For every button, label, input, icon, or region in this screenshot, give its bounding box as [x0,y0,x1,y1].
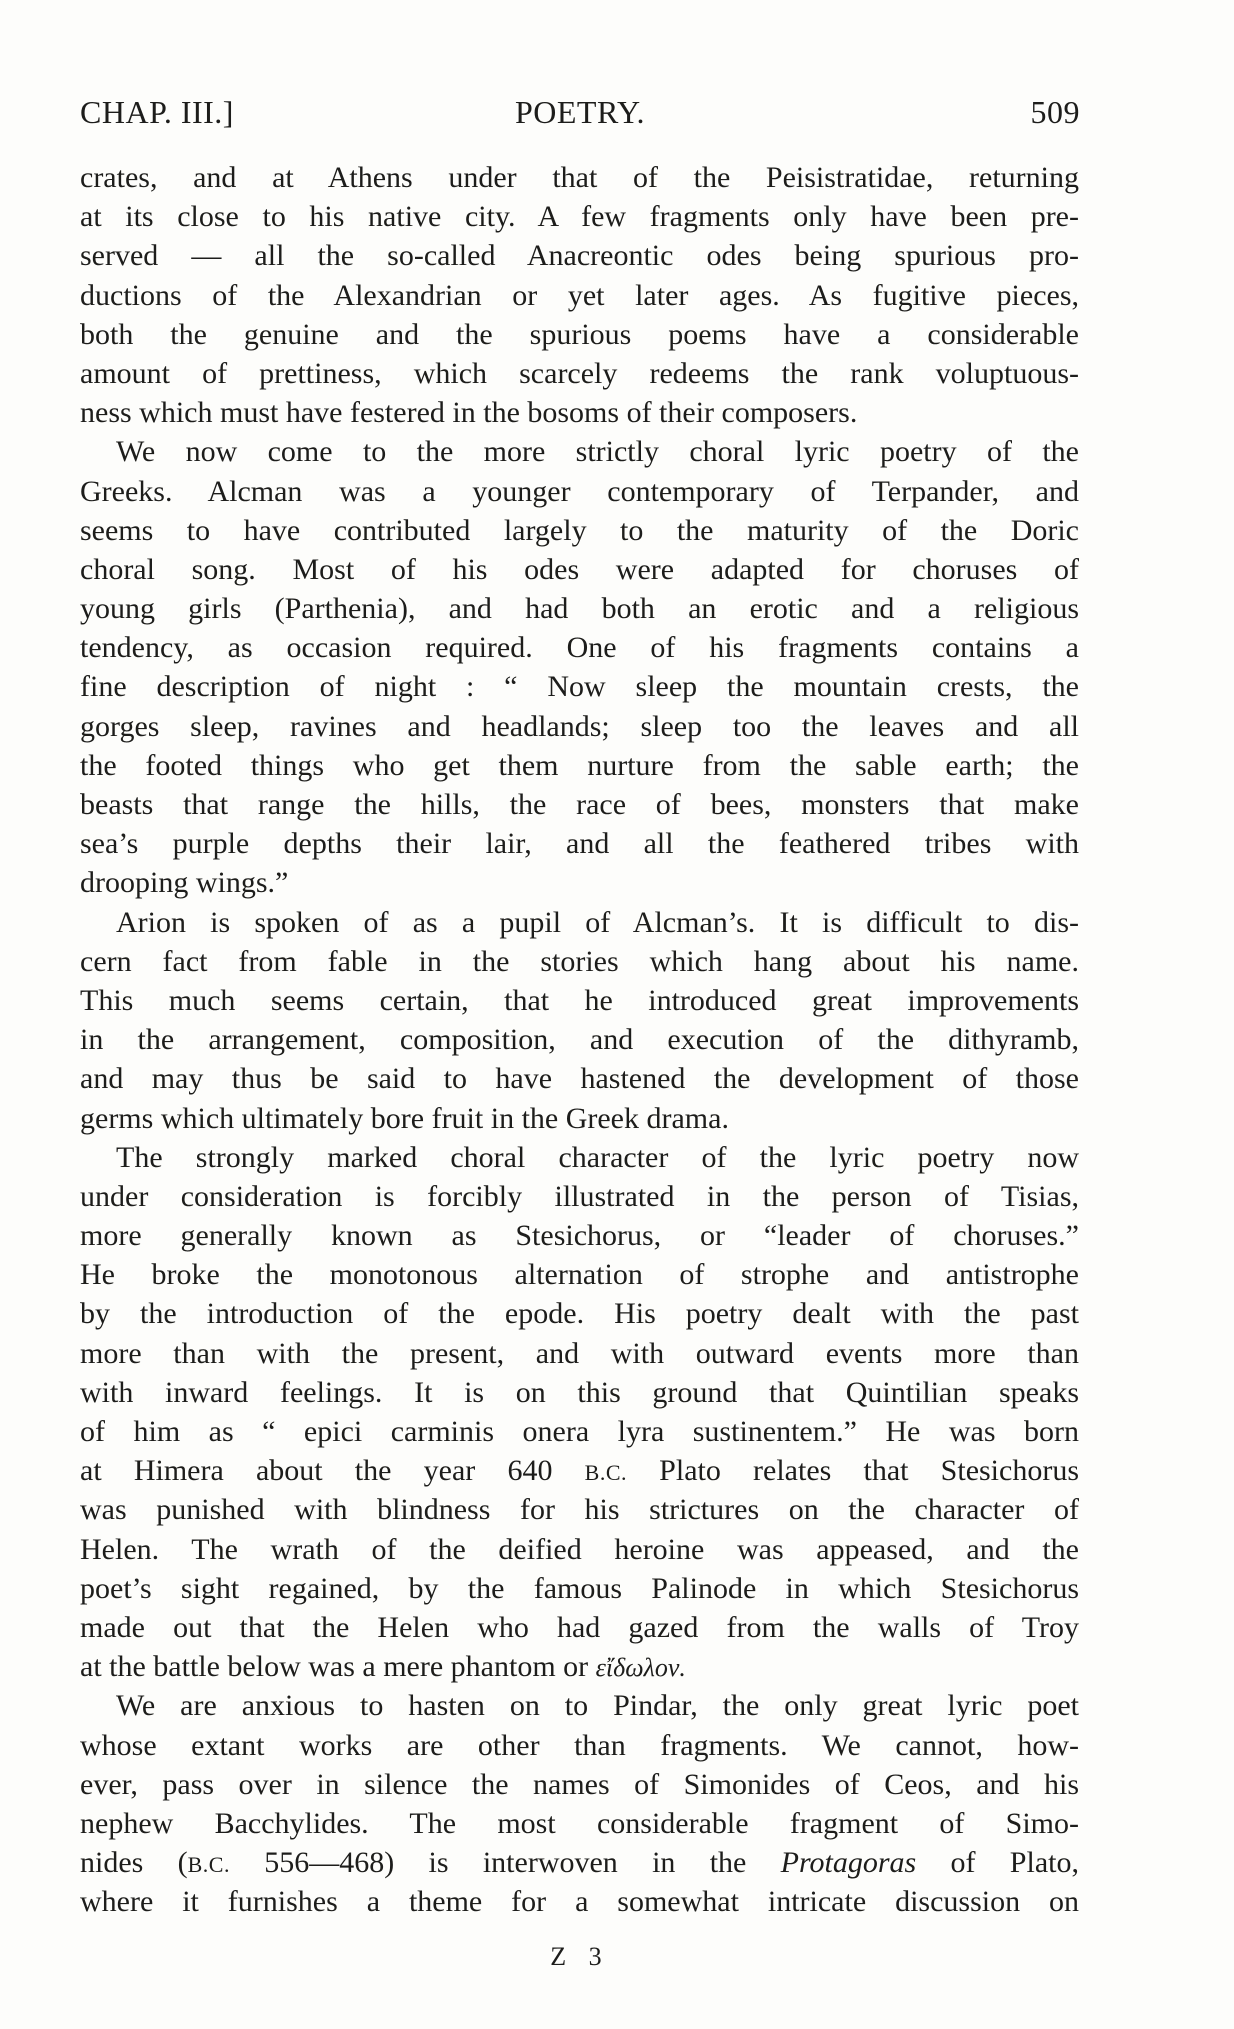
text-line: in the arrangement, composition, and execution of the dithyramb, [80,1023,1079,1057]
text-line: poet’s sight regained, by the famous Palinode in which Stesichorus [80,1571,1079,1605]
text-line: whose extant works are other than fragments. We cannot, how- [80,1728,1079,1762]
text-line [80,1647,1079,1686]
paragraph-start: Arion is spoken of as a pupil of Alcman’s. It is difficult to dis- [116,905,1079,939]
chapter-heading: CHAP. III.] [80,94,234,130]
running-head [80,90,1080,134]
text-line: Helen. The wrath of the deified heroine was appeased, and the [80,1532,1079,1566]
text-line: cern fact from fable in the stories which hang about his name. [80,944,1079,978]
text-line: germs which ultimately bore fruit in the Greek drama. [80,1101,729,1135]
text-line: young girls (Parthenia), and had both an erotic and a religious [80,592,1079,626]
text-span: of Plato, [916,1846,1079,1880]
text-line: made out that the Helen who had gazed from the walls of Troy [80,1610,1079,1644]
text-line: amount of prettiness, which scarcely redeems the rank voluptuous- [80,356,1079,390]
greek-word: εἴδωλον. [595,1653,686,1683]
text-line: more than with the present, and with outward events more than [80,1336,1079,1370]
text-line: ever, pass over in silence the names of Simonides of Ceos, and his [80,1767,1079,1801]
text-line: sea’s purple depths their lair, and all the feathered tribes with [80,827,1079,861]
text-line: and may thus be said to have hastened the development of those [80,1062,1079,1096]
book-title: Protagoras [780,1846,917,1880]
text-line: under consideration is forcibly illustrated in the person of Tisias, [80,1179,1079,1213]
text-line [80,1843,1079,1882]
text-line: This much seems certain, that he introduced great improvements [80,983,1079,1017]
text-line: ductions of the Alexandrian or yet later ages. As fugitive pieces, [80,278,1079,312]
text-line: drooping wings.” [80,866,289,900]
paragraph-start: The strongly marked choral character of the lyric poetry now [116,1140,1079,1174]
text-span: nides ( [80,1846,188,1880]
text-span: 556—468) is interwoven in the [229,1846,781,1880]
text-line: tendency, as occasion required. One of his fragments contains a [80,631,1079,665]
text-line: gorges sleep, ravines and headlands; sleep too the leaves and all [80,709,1079,743]
text-line: both the genuine and the spurious poems have a considerable [80,317,1079,351]
signature-mark: Z 3 [550,1942,610,1971]
text-span: at the battle below was a mere phantom or [80,1650,596,1684]
text-line: fine description of night : “ Now sleep the mountain crests, the [80,670,1079,704]
text-line: ness which must have festered in the bosoms of their composers. [80,396,858,430]
text-span: Plato relates that Stesichorus [627,1454,1079,1488]
paragraph-start: We are anxious to hasten on to Pindar, the only great lyric poet [116,1689,1079,1723]
text-line: of him as “ epici carminis onera lyra sustinentem.” He was born [80,1415,1079,1448]
text-line: served — all the so-called Anacreontic odes being spurious pro- [80,239,1079,273]
text-line: beasts that range the hills, the race of bees, monsters that make [80,788,1079,821]
text-line: seems to have contributed largely to the maturity of the Doric [80,513,1079,547]
text-line: He broke the monotonous alternation of strophe and antistrophe [80,1258,1079,1292]
text-span: at Himera about the year 640 [80,1454,585,1488]
text-line: was punished with blindness for his strictures on the character of [80,1493,1079,1527]
running-title: POETRY. [514,94,646,130]
text-line: crates, and at Athens under that of the Peisistratidae, returning [80,161,1079,194]
page-number: 509 [1030,94,1080,130]
text-line: with inward feelings. It is on this ground that Quintilian speaks [80,1375,1079,1409]
text-line: the footed things who get them nurture from the sable earth; the [80,748,1079,782]
text-line: by the introduction of the epode. His poetry dealt with the past [80,1297,1079,1331]
text-line: Greeks. Alcman was a younger contemporary of Terpander, and [80,474,1079,508]
text-line: nephew Bacchylides. The most considerable fragment of Simo- [80,1806,1079,1840]
era-abbreviation: B.C. [584,1460,627,1486]
text-line: more generally known as Stesichorus, or “leader of choruses.” [80,1219,1079,1253]
text-line: at its close to his native city. A few fragments only have been pre- [80,200,1079,234]
text-line [80,1451,1079,1490]
body-text [80,158,1079,1921]
text-line: choral song. Most of his odes were adapted for choruses of [80,552,1079,586]
paragraph-start: We now come to the more strictly choral lyric poetry of the [116,435,1079,469]
text-line: where it furnishes a theme for a somewhat intricate discussion on [80,1885,1079,1919]
era-abbreviation: B.C. [187,1852,230,1878]
